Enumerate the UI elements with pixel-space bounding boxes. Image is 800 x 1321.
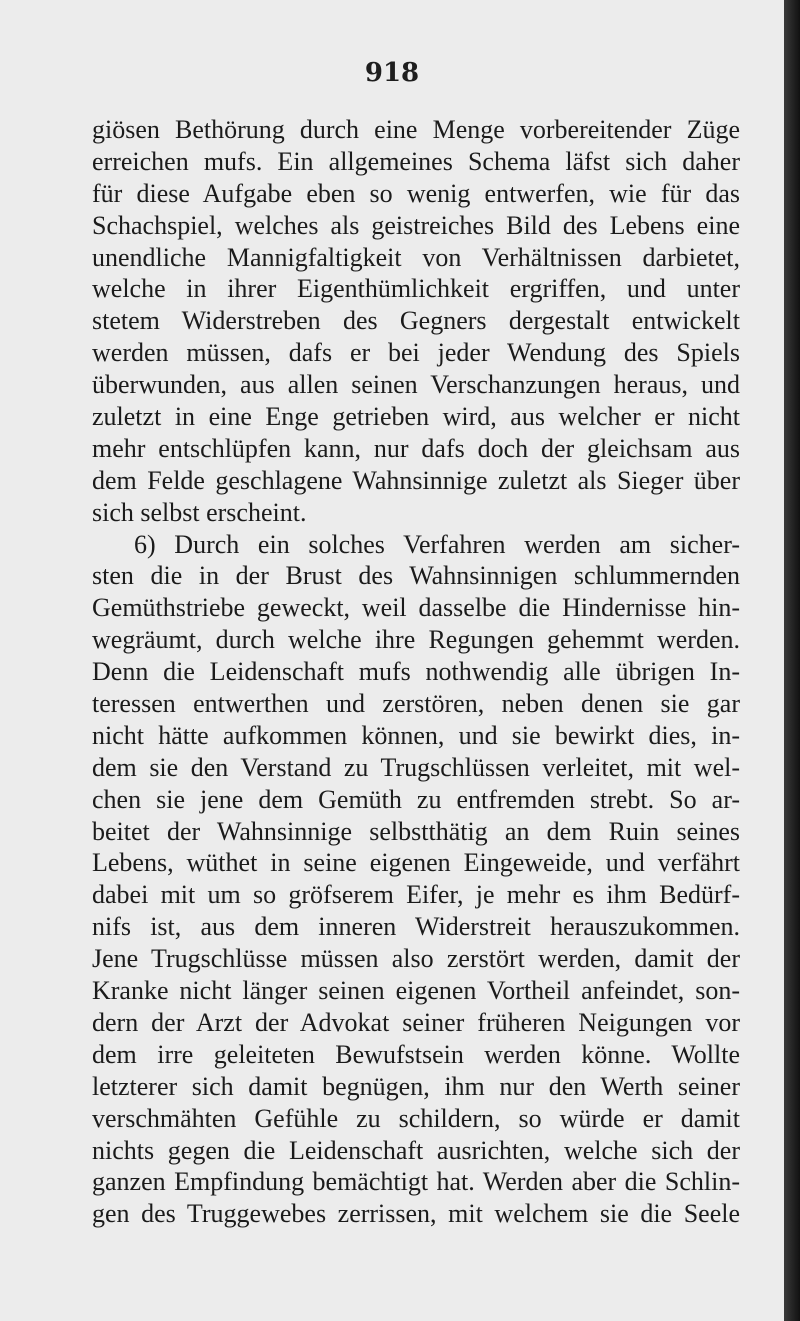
text-line: gen des Truggewebes zerrissen, mit welchem sie die Seele (92, 1199, 740, 1229)
text-line: dem irre geleiteten Bewufstsein werden könne. Wollte (92, 1039, 740, 1069)
text-line: Lebens, wüthet in seine eigenen Eingeweide, und verfährt (92, 848, 740, 878)
text-line: zuletzt in eine Enge getrieben wird, aus welcher er nicht (92, 402, 740, 432)
text-line: dem sie den Verstand zu Trugschlüssen verleitet, mit wel- (92, 752, 740, 782)
text-line: Jene Trugschlüsse müssen also zerstört werden, damit der (92, 944, 740, 974)
text-line: nicht hätte aufkommen können, und sie bewirkt dies, in- (92, 720, 740, 750)
body-text (92, 114, 740, 1230)
text-line: Denn die Leidenschaft mufs nothwendig alle übrigen In- (92, 657, 740, 687)
text-line: sten die in der Brust des Wahnsinnigen schlummernden (92, 561, 740, 591)
text-line: für diese Aufgabe eben so wenig entwerfen, wie für das (92, 178, 740, 208)
text-line: teressen entwerthen und zerstören, neben denen sie gar (92, 689, 740, 719)
text-line: Kranke nicht länger seinen eigenen Vortheil anfeindet, son- (92, 976, 740, 1006)
text-line: sich selbst erscheint. (92, 497, 307, 527)
text-line: giösen Bethörung durch eine Menge vorbereitender Züge (92, 115, 740, 144)
text-line: überwunden, aus allen seinen Verschanzungen heraus, und (92, 370, 740, 400)
text-line: verschmähten Gefühle zu schildern, so würde er damit (92, 1103, 740, 1133)
text-line: werden müssen, dafs er bei jeder Wendung des Spiels (92, 338, 740, 368)
text-line: dem Felde geschlagene Wahnsinnige zuletzt als Sieger über (92, 465, 740, 495)
text-line: nifs ist, aus dem inneren Widerstreit herauszukommen. (92, 912, 740, 942)
text-line: 6) Durch ein solches Verfahren werden am sicher- (134, 529, 740, 559)
text-line: mehr entschlüpfen kann, nur dafs doch der gleichsam aus (92, 433, 740, 463)
text-line: wegräumt, durch welche ihre Regungen gehemmt werden. (92, 625, 740, 655)
text-line: nichts gegen die Leidenschaft ausrichten, welche sich der (92, 1135, 740, 1165)
text-line: beitet der Wahnsinnige selbstthätig an dem Ruin seines (92, 816, 740, 846)
page-number: 918 (364, 58, 420, 88)
text-line: dern der Arzt der Advokat seiner früheren Neigungen vor (92, 1007, 740, 1037)
text-line: Gemüthstriebe geweckt, weil dasselbe die Hindernisse hin- (92, 593, 740, 623)
text-line: welche in ihrer Eigenthümlichkeit ergriffen, und unter (92, 274, 740, 304)
text-line: ganzen Empfindung bemächtigt hat. Werden aber die Schlin- (92, 1167, 740, 1197)
text-line: chen sie jene dem Gemüth zu entfremden strebt. So ar- (92, 784, 740, 814)
text-line: unendliche Mannigfaltigkeit von Verhältnissen darbietet, (92, 242, 740, 272)
text-line: erreichen mufs. Ein allgemeines Schema läfst sich daher (92, 146, 740, 176)
text-line: stetem Widerstreben des Gegners dergestalt entwickelt (92, 306, 740, 336)
text-line: letzterer sich damit begnügen, ihm nur den Werth seiner (92, 1071, 740, 1101)
page-edge-shadow (784, 0, 800, 1321)
text-line: Schachspiel, welches als geistreiches Bild des Lebens eine (92, 210, 740, 240)
text-line: dabei mit um so gröfserem Eifer, je mehr es ihm Bedürf- (92, 880, 740, 910)
